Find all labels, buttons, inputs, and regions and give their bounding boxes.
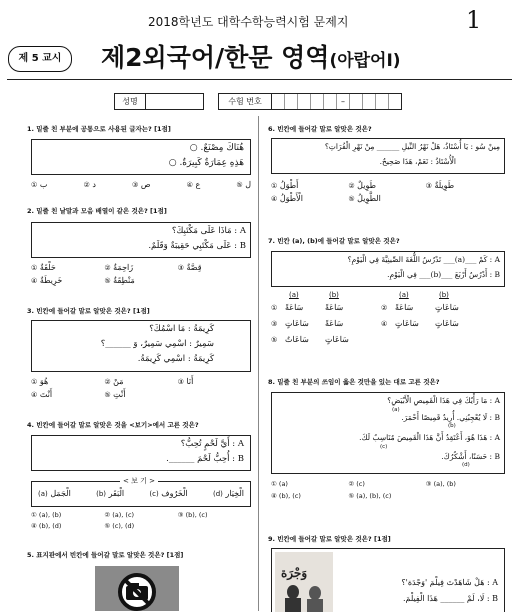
option-b: سَاعَةً <box>325 319 344 328</box>
bogi-items <box>38 489 244 498</box>
name-box <box>114 93 204 110</box>
option-text: (a) <box>278 480 288 488</box>
q1-box <box>31 139 251 175</box>
q4-options <box>31 511 251 530</box>
option-2[interactable] <box>104 263 177 272</box>
option-number: ① <box>31 378 38 386</box>
q3-line: سَمِيرٌ : اسْمِي سَمِيرٌ، وَ ______؟ <box>100 339 214 349</box>
option-4[interactable] <box>381 319 459 328</box>
q6-heading: 6. 빈칸에 들어갈 말로 알맞은 것은? <box>268 125 372 133</box>
option-text: أَنْتَ <box>39 390 53 399</box>
exam-digit[interactable] <box>363 94 376 109</box>
option-number: ⑤ <box>348 492 355 500</box>
option-b: سَاعَةً <box>325 303 344 312</box>
q1-line: هَذِهِ عِمَارَةٌ كَبِيرَةٌ. ○ <box>168 158 244 168</box>
option-text: (c), (d) <box>112 522 135 530</box>
q8-options <box>271 480 503 500</box>
bogi-key: (b) <box>96 490 107 498</box>
q3-heading: 3. 빈칸에 들어갈 말로 알맞은 것은? [1점] <box>27 307 150 315</box>
option-number: ⑤ <box>104 277 111 285</box>
q1-options <box>31 180 251 189</box>
option-text: خَرِيطَةٌ <box>39 276 63 285</box>
no-camera-sign <box>95 566 179 611</box>
bogi-text: الْبَقَر <box>108 489 125 498</box>
name-label: 성명 <box>115 94 146 109</box>
option-2[interactable] <box>348 480 425 488</box>
option-number: ① <box>31 181 38 189</box>
q2-heading: 2. 밑줄 친 낱말과 모음 배열이 같은 것은? [1점] <box>27 207 167 215</box>
option-2[interactable] <box>104 377 177 386</box>
option-text: د <box>92 180 96 189</box>
bogi-key: (a) <box>38 490 48 498</box>
option-number: ① <box>271 480 277 488</box>
option-number: ⑤ <box>104 391 111 399</box>
option-3[interactable] <box>426 181 503 190</box>
option-5[interactable] <box>236 180 251 189</box>
movie-poster <box>275 552 333 612</box>
q7-line-a: A : كَمْ ___(a)___ تَدْرُسُ اللُّغَةَ الصِّينِيَّةَ فِي الْيَوْمِ؟ <box>347 255 500 264</box>
period-badge: 제 5 교시 <box>8 46 72 72</box>
option-1[interactable] <box>271 303 344 312</box>
option-3[interactable] <box>178 377 251 386</box>
subject-main: 제2외국어/한문 영역 <box>101 43 330 72</box>
q3-line: كَرِيمَةُ : مَا اسْمُكَ؟ <box>149 324 214 334</box>
option-a: سَاعَةً <box>285 303 304 312</box>
option-number: ③ <box>132 181 139 189</box>
option-1[interactable] <box>31 377 104 386</box>
exam-digit[interactable] <box>311 94 324 109</box>
q8-line-b1: B : لَا يُعْجِبُنِي. أُرِيدُ قَمِيصًا أَحْمَرَ. <box>401 413 500 422</box>
option-number: ④ <box>271 492 277 500</box>
option-3[interactable] <box>178 511 251 519</box>
option-number: ② <box>104 511 111 519</box>
q8-mark-b: (b) <box>448 423 456 429</box>
option-number: ④ <box>31 277 38 285</box>
option-number: ③ <box>425 182 432 190</box>
exam-number-label: 수험 번호 <box>219 94 272 109</box>
option-b: سَاعَاتٍ <box>325 335 349 344</box>
col-header-b: (b) <box>329 291 339 299</box>
option-text: مَنْطِقَةٌ <box>113 276 135 285</box>
q2-line-b: B : عَلَى مَكْتَبِي حَقِيبَةٌ وَقَلَمٌ. <box>148 241 246 251</box>
option-text: أَنْتِ <box>113 390 126 399</box>
bogi-text: الْخَرُوف <box>161 489 188 498</box>
option-text: الطَّوِيلُ <box>357 194 381 203</box>
q8-box <box>271 392 505 474</box>
q9-box <box>271 548 505 612</box>
option-text: ل <box>245 180 251 189</box>
exam-number-box <box>218 93 402 110</box>
col-header-a: (a) <box>399 291 409 299</box>
col-header-b: (b) <box>439 291 449 299</box>
option-number: ② <box>104 264 111 272</box>
exam-digit[interactable] <box>272 94 285 109</box>
q2-options <box>31 263 251 285</box>
option-number: ⑤ <box>271 336 278 344</box>
option-text: (a), (c) <box>112 511 135 519</box>
option-number: ② <box>348 182 355 190</box>
option-5[interactable] <box>104 390 177 399</box>
option-number: ④ <box>381 320 388 328</box>
q3-options <box>31 377 251 399</box>
q4-line-a: A : أَيَّ لَحْمٍ تُحِبُّ؟ <box>180 439 244 449</box>
column-divider <box>258 116 259 611</box>
option-text: حَلْقَةٌ <box>39 263 56 272</box>
option-a: سَاعَاتٍ <box>395 319 419 328</box>
option-4[interactable] <box>31 522 104 530</box>
bogi-key: (c) <box>149 490 159 498</box>
exam-digit[interactable] <box>324 94 337 109</box>
option-text: (b), (c) <box>185 511 208 519</box>
exam-dash: – <box>337 94 350 109</box>
option-text: (a), (b), (c) <box>356 492 392 500</box>
option-number: ④ <box>186 181 193 189</box>
q4-line-b: B : أُحِبُّ لَحْمَ ______. <box>166 454 244 464</box>
q8-line-b2: B : حَسَنًا، أَشْكُرُكَ. <box>441 452 500 461</box>
option-b: سَاعَاتٍ <box>435 319 459 328</box>
option-4[interactable] <box>271 492 348 500</box>
bogi-item <box>38 489 71 498</box>
q6-line-2: الْأُسْتَاذُ : نَعَمْ، هَذَا صَحِيحٌ. <box>379 157 456 166</box>
option-number: ③ <box>177 511 184 519</box>
q4-bogi-box <box>31 477 251 507</box>
option-number: ⑤ <box>348 195 355 203</box>
option-3[interactable] <box>178 263 251 272</box>
option-5[interactable] <box>348 194 425 203</box>
option-number: ④ <box>31 391 38 399</box>
option-5[interactable] <box>104 276 177 285</box>
option-4[interactable] <box>31 276 104 285</box>
option-text: ع <box>195 180 201 189</box>
poster-title: وَجْرَة <box>281 566 308 580</box>
option-number: ② <box>381 304 388 312</box>
option-a: سَاعَةً <box>395 303 414 312</box>
q1-line: هُنَاكَ مِصْنَعٌ. ○ <box>189 143 244 153</box>
q9-line-a: A : هَلْ شَاهَدْتَ فِيلْمَ 'وَجْدَة'؟ <box>401 578 498 587</box>
option-1[interactable] <box>31 263 104 272</box>
option-3[interactable] <box>132 180 151 189</box>
option-5[interactable] <box>348 492 425 500</box>
option-number: ② <box>348 480 355 488</box>
q7-options <box>271 291 503 353</box>
poster-figures-icon <box>275 584 333 612</box>
q2-line-a: A : مَاذَا عَلَى مَكْتَبِكَ؟ <box>171 226 246 236</box>
option-4[interactable] <box>31 390 104 399</box>
option-text: قِصَّةٌ <box>186 263 202 272</box>
bogi-label: < 보 기 > <box>120 476 158 486</box>
option-text: (a), (b) <box>38 511 62 519</box>
option-number: ④ <box>271 195 278 203</box>
option-text: (b), (d) <box>38 522 62 530</box>
option-2[interactable] <box>381 303 459 312</box>
q5-heading: 5. 표지판에서 빈칸에 들어갈 말로 알맞은 것은? [1점] <box>27 551 184 559</box>
option-number: ① <box>271 182 278 190</box>
option-text: أَنَا <box>186 377 194 386</box>
option-text: (b), (c) <box>278 492 301 500</box>
option-text: زَاحِمَةٌ <box>113 263 134 272</box>
exam-title: 2018학년도 대학수학능력시험 문제지 <box>148 15 349 29</box>
option-text: ب <box>39 180 48 189</box>
exam-digit[interactable] <box>376 94 389 109</box>
exam-digit[interactable] <box>285 94 298 109</box>
option-text: الْأَطْوَلُ <box>279 194 303 203</box>
option-text: (a), (b) <box>433 480 456 488</box>
q8-mark-d: (d) <box>462 462 470 468</box>
option-number: ③ <box>271 320 278 328</box>
option-text: مَنْ <box>113 377 124 386</box>
option-text: طَوِيلَةٌ <box>434 181 455 190</box>
exam-digit[interactable] <box>298 94 311 109</box>
name-field[interactable] <box>146 94 203 109</box>
option-text: ص <box>140 180 151 189</box>
subject-title <box>101 38 401 74</box>
bogi-item <box>96 489 124 498</box>
option-4[interactable] <box>271 194 348 203</box>
bogi-item <box>213 489 244 498</box>
option-a: سَاعَاتٌ <box>285 335 309 344</box>
option-1[interactable] <box>271 480 348 488</box>
option-1[interactable] <box>271 181 348 190</box>
option-number: ③ <box>177 378 184 386</box>
q9-line-b: B : لَا، لَمْ ______ هَذَا الْفِيلْمَ. <box>402 594 498 603</box>
option-number: ② <box>104 378 111 386</box>
option-2[interactable] <box>348 181 425 190</box>
q8-line-a1: A : مَا رَأْيُكَ فِي هَذَا الْقَمِيصِ الْأَبْيَضِ؟ <box>387 396 500 405</box>
header-rule <box>7 79 512 80</box>
option-number: ③ <box>425 480 432 488</box>
option-1[interactable] <box>31 511 104 519</box>
q2-box <box>31 222 251 258</box>
option-text: هُوَ <box>39 377 49 386</box>
no-camera-icon <box>95 566 179 611</box>
bogi-key: (d) <box>212 490 223 498</box>
option-2[interactable] <box>104 511 177 519</box>
option-number: ① <box>31 511 37 519</box>
q6-line-1: مِينْ سُو : يَا أُسْتَاذُ، هَلْ نَهْرُ النِّيلِ ______ مِنْ نَهْرِ الْفُرَاتِ؟ <box>324 142 500 151</box>
q8-mark-a: (a) <box>392 407 400 413</box>
q8-heading: 8. 밑줄 친 부분의 쓰임이 옳은 것만을 있는 대로 고른 것은? <box>268 378 440 386</box>
q6-box <box>271 138 505 174</box>
bogi-text: الْخِيَار <box>225 489 244 498</box>
q3-box <box>31 320 251 372</box>
option-3[interactable] <box>426 480 503 488</box>
bogi-item <box>149 489 187 498</box>
option-number: ② <box>83 181 90 189</box>
option-text: أَطْوَلُ <box>279 181 299 190</box>
q8-mark-c: (c) <box>380 444 388 450</box>
q3-line: كَرِيمَةُ : اسْمِي كَرِيمَةُ. <box>137 354 214 364</box>
q6-options <box>271 181 503 203</box>
option-2[interactable] <box>83 180 95 189</box>
page-number: 1 <box>466 6 482 34</box>
q4-heading: 4. 빈칸에 들어갈 말로 알맞은 것을 <보기>에서 고른 것은? <box>27 421 199 429</box>
option-5[interactable] <box>271 335 349 344</box>
subject-sub: (아랍어Ⅰ) <box>329 51 401 71</box>
q7-heading: 7. 빈칸 (a), (b)에 들어갈 말로 알맞은 것은? <box>268 237 400 245</box>
exam-digit[interactable] <box>389 94 401 109</box>
q9-heading: 9. 빈칸에 들어갈 말로 알맞은 것은? [1점] <box>268 535 391 543</box>
option-text: طَوِيلٌ <box>357 181 376 190</box>
option-number: ① <box>271 304 278 312</box>
q8-line-a2: A : هَذَا هُوَ، أَعْتَقِدُ أَنَّ هَذَا الْقَمِيصَ مُنَاسِبٌ لَكَ. <box>359 433 500 442</box>
exam-digit[interactable] <box>350 94 363 109</box>
option-1[interactable] <box>31 180 47 189</box>
option-number: ④ <box>31 522 37 530</box>
q7-line-b: B : أَدْرُسُ أَرْبَعَ ___(b)___ فِي الْيَوْمِ. <box>387 270 500 279</box>
option-3[interactable] <box>271 319 344 328</box>
col-header-a: (a) <box>289 291 299 299</box>
option-number: ① <box>31 264 38 272</box>
bogi-text: الْجَمَل <box>50 489 71 498</box>
option-number: ⑤ <box>236 181 243 189</box>
q1-heading: 1. 밑줄 친 부분에 공통으로 사용된 글자는? [1점] <box>27 125 171 133</box>
option-a: سَاعَاتٍ <box>285 319 309 328</box>
option-text: (c) <box>356 480 365 488</box>
option-number: ⑤ <box>104 522 111 530</box>
option-number: ③ <box>177 264 184 272</box>
q4-box <box>31 435 251 471</box>
option-b: سَاعَاتٍ <box>435 303 459 312</box>
option-4[interactable] <box>187 180 201 189</box>
option-5[interactable] <box>104 522 177 530</box>
q7-box <box>271 251 505 287</box>
